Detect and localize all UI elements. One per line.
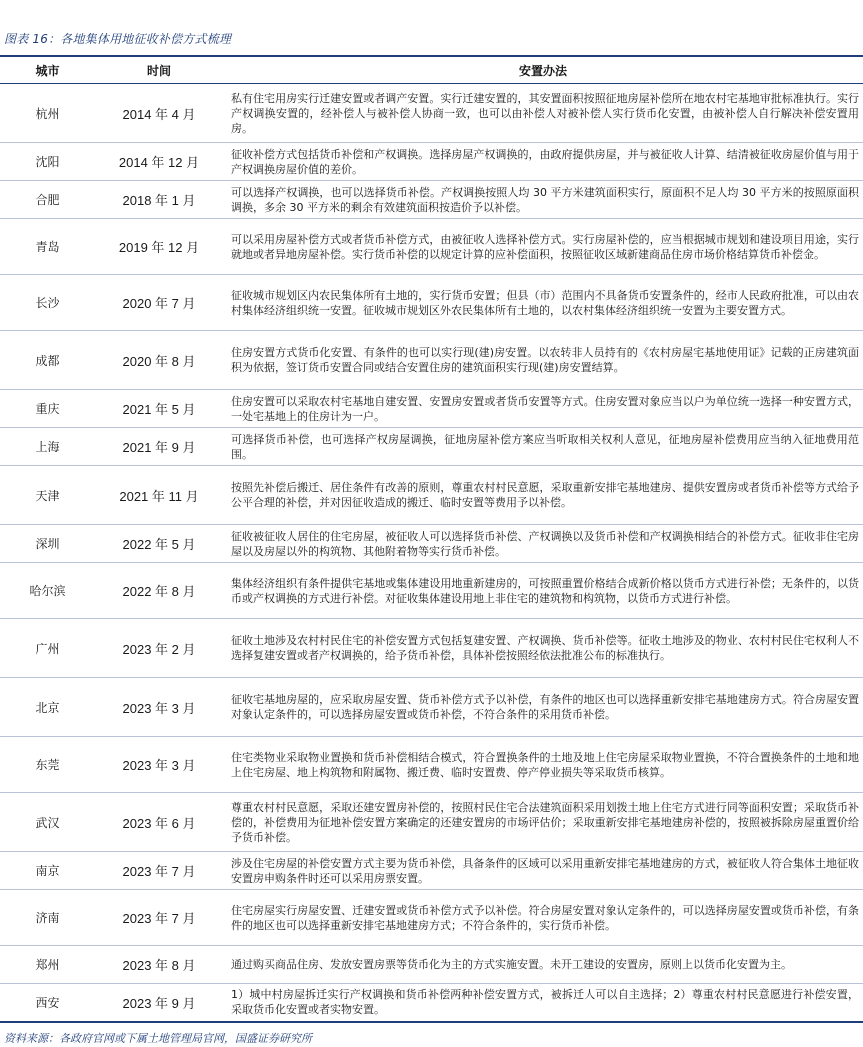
time-cell: 2023 年 2 月 [95, 619, 223, 678]
time-cell: 2023 年 7 月 [95, 890, 223, 946]
city-cell: 武汉 [0, 793, 95, 852]
header-method: 安置办法 [223, 57, 863, 84]
city-cell: 青岛 [0, 219, 95, 275]
table-row [0, 181, 863, 219]
header-time: 时间 [95, 57, 223, 84]
time-cell: 2020 年 7 月 [95, 275, 223, 331]
city-cell: 沈阳 [0, 143, 95, 181]
city-cell: 哈尔滨 [0, 563, 95, 619]
time-cell: 2023 年 3 月 [95, 678, 223, 737]
method-cell: 住房安置可以采取农村宅基地自建安置、安置房安置或者货币安置等方式。住房安置对象应当以户为单位统一选择一种安置方式，一处宅基地上的住房计为一户。 [223, 390, 863, 428]
method-cell: 通过购买商品住房、发放安置房票等货币化为主的方式实施安置。未开工建设的安置房，原则上以货币化安置为主。 [223, 946, 863, 984]
table-row [0, 331, 863, 390]
city-cell: 南京 [0, 852, 95, 890]
time-cell: 2022 年 5 月 [95, 525, 223, 563]
method-cell: 住房安置方式货币化安置、有条件的也可以实行现(建)房安置。以农转非人员持有的《农村房屋宅基地使用证》记载的正房建筑面积为依据，签订货币安置合同或结合安置住房的建筑面积实行现(建)房安置结算。 [223, 331, 863, 390]
time-cell: 2023 年 9 月 [95, 984, 223, 1022]
time-cell: 2023 年 6 月 [95, 793, 223, 852]
table-row [0, 946, 863, 984]
table-row [0, 737, 863, 793]
method-cell: 征收城市规划区内农民集体所有土地的，实行货币安置；但县（市）范围内不具备货币安置条件的，经市人民政府批准，可以由农村集体经济组织统一安置。征收城市规划区外农民集体所有土地的，以农村集体经济组织统一安置为主要安置方式。 [223, 275, 863, 331]
compensation-table-container [0, 55, 863, 1023]
city-cell: 天津 [0, 466, 95, 525]
table-body [0, 84, 863, 1022]
city-cell: 广州 [0, 619, 95, 678]
time-cell: 2021 年 9 月 [95, 428, 223, 466]
table-row [0, 219, 863, 275]
method-cell: 涉及住宅房屋的补偿安置方式主要为货币补偿，具备条件的区域可以采用重新安排宅基地建房的方式，被征收人符合集体土地征收安置房申购条件时还可以采用房票安置。 [223, 852, 863, 890]
table-row [0, 793, 863, 852]
table-row [0, 84, 863, 143]
table-row [0, 984, 863, 1022]
table-row [0, 275, 863, 331]
method-cell: 私有住宅用房实行迁建安置或者调产安置。实行迁建安置的，其安置面积按照征地房屋补偿所在地农村宅基地审批标准执行。实行产权调换安置的，经补偿人与被补偿人协商一致，也可以由补偿人对被补偿人实行货币化安置，由被补偿人自行解决补偿安置用房。 [223, 84, 863, 143]
city-cell: 西安 [0, 984, 95, 1022]
time-cell: 2023 年 3 月 [95, 737, 223, 793]
table-row [0, 890, 863, 946]
method-cell: 征收宅基地房屋的，应采取房屋安置、货币补偿方式予以补偿，有条件的地区也可以选择重新安排宅基地建房方式。符合房屋安置对象认定条件的，可以选择房屋安置或货币补偿，不符合条件的采用货币补偿。 [223, 678, 863, 737]
method-cell: 征收补偿方式包括货币补偿和产权调换。选择房屋产权调换的，由政府提供房屋，并与被征收人计算、结清被征收房屋价值与用于产权调换房屋价值的差价。 [223, 143, 863, 181]
city-cell: 深圳 [0, 525, 95, 563]
time-cell: 2023 年 8 月 [95, 946, 223, 984]
header-city: 城市 [0, 57, 95, 84]
city-cell: 东莞 [0, 737, 95, 793]
table-row [0, 390, 863, 428]
method-cell: 可选择货币补偿，也可选择产权房屋调换，征地房屋补偿方案应当听取相关权利人意见，征地房屋补偿费用应当纳入征地费用范围。 [223, 428, 863, 466]
time-cell: 2019 年 12 月 [95, 219, 223, 275]
table-row [0, 678, 863, 737]
header-row [0, 57, 863, 84]
time-cell: 2023 年 7 月 [95, 852, 223, 890]
table-row [0, 428, 863, 466]
method-cell: 征收被征收人居住的住宅房屋，被征收人可以选择货币补偿、产权调换以及货币补偿和产权调换相结合的补偿方式。征收非住宅房屋以及房屋以外的构筑物、其他附着物等实行货币补偿。 [223, 525, 863, 563]
city-cell: 上海 [0, 428, 95, 466]
source-note: 资料来源：各政府官网或下属土地管理局官网，国盛证券研究所 [4, 1032, 312, 1045]
city-cell: 合肥 [0, 181, 95, 219]
city-cell: 成都 [0, 331, 95, 390]
method-cell: 1）城中村房屋拆迁实行产权调换和货币补偿两种补偿安置方式，被拆迁人可以自主选择；2）尊重农村村民意愿进行补偿安置，采取货币化安置或者实物安置。 [223, 984, 863, 1022]
table-row [0, 619, 863, 678]
time-cell: 2014 年 12 月 [95, 143, 223, 181]
method-cell: 征收土地涉及农村村民住宅的补偿安置方式包括复建安置、产权调换、货币补偿等。征收土地涉及的物业、农村村民住宅权利人不选择复建安置或者产权调换的，给予货币补偿，具体补偿按照经依法批准公布的标准执行。 [223, 619, 863, 678]
time-cell: 2014 年 4 月 [95, 84, 223, 143]
city-cell: 长沙 [0, 275, 95, 331]
city-cell: 北京 [0, 678, 95, 737]
method-cell: 住宅类物业采取物业置换和货币补偿相结合模式，符合置换条件的土地及地上住宅房屋采取物业置换，不符合置换条件的土地和地上住宅房屋、地上构筑物和附属物、搬迁费、临时安置费、停产停业损失等采取货币核算。 [223, 737, 863, 793]
compensation-table [0, 57, 863, 1023]
table-header [0, 57, 863, 84]
time-cell: 2020 年 8 月 [95, 331, 223, 390]
method-cell: 住宅房屋实行房屋安置、迁建安置或货币补偿方式予以补偿。符合房屋安置对象认定条件的，可以选择房屋安置或货币补偿，有条件的地区也可以选择重新安排宅基地建房方式；不符合条件的，实行货币补偿。 [223, 890, 863, 946]
table-row [0, 525, 863, 563]
time-cell: 2018 年 1 月 [95, 181, 223, 219]
table-row [0, 143, 863, 181]
time-cell: 2022 年 8 月 [95, 563, 223, 619]
method-cell: 可以选择产权调换，也可以选择货币补偿。产权调换按照人均 30 平方米建筑面积实行，原面积不足人均 30 平方米的按照原面积调换，多余 30 平方米的剩余有效建筑面积按造价予以补偿。 [223, 181, 863, 219]
method-cell: 按照先补偿后搬迁、居住条件有改善的原则，尊重农村村民意愿，采取重新安排宅基地建房、提供安置房或者货币补偿等方式给予公平合理的补偿，并对因征收造成的搬迁、临时安置等费用予以补偿。 [223, 466, 863, 525]
city-cell: 济南 [0, 890, 95, 946]
table-row [0, 563, 863, 619]
figure-title: 图表 16：各地集体用地征收补偿方式梳理 [4, 32, 232, 46]
method-cell: 集体经济组织有条件提供宅基地或集体建设用地重新建房的，可按照重置价格结合成新价格以货币方式进行补偿；无条件的，以货币或产权调换的方式进行补偿。对征收集体建设用地上非住宅的建筑物和构筑物，以货币方式进行补偿。 [223, 563, 863, 619]
city-cell: 郑州 [0, 946, 95, 984]
city-cell: 杭州 [0, 84, 95, 143]
city-cell: 重庆 [0, 390, 95, 428]
time-cell: 2021 年 5 月 [95, 390, 223, 428]
table-row [0, 466, 863, 525]
time-cell: 2021 年 11 月 [95, 466, 223, 525]
table-row [0, 852, 863, 890]
method-cell: 尊重农村村民意愿，采取还建安置房补偿的，按照村民住宅合法建筑面积采用划拨土地上住宅方式进行同等面积安置；采取货币补偿的，补偿费用为征地补偿安置方案确定的还建安置房的市场评估价；采取重新安排宅基地建房补偿的，按照被拆除房屋重置价给予货币补偿。 [223, 793, 863, 852]
method-cell: 可以采用房屋补偿方式或者货币补偿方式，由被征收人选择补偿方式。实行房屋补偿的，应当根据城市规划和建设项目用途，实行就地或者异地房屋补偿。实行货币补偿的以规定计算的应补偿面积，按照征收区域新建商品住房市场价格结算货币补偿金。 [223, 219, 863, 275]
